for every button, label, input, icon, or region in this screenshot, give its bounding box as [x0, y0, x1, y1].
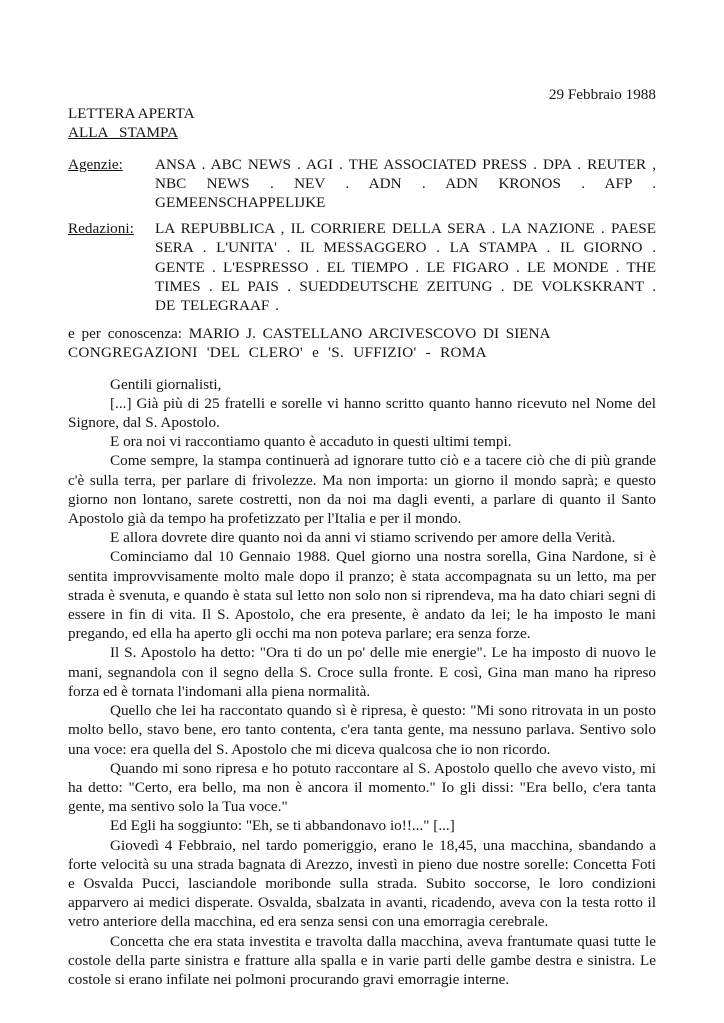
cc-line: CONGREGAZIONI 'DEL CLERO' e 'S. UFFIZIO' - ROMA — [68, 344, 487, 362]
letter-title-underlined-text: ALLA _STAMPA — [68, 124, 179, 142]
cc-block — [68, 324, 656, 362]
body-paragraph: Quando mi sono ripresa e ho potuto raccontare al S. Apostolo quello che avevo visto, mi ha detto: "Certo, era bello, ma non è ancora il momento." Io gli dissi: "Era bello, c'era tanta gente, ma sentivo solo la Tua voce." — [68, 759, 656, 816]
body-paragraph: Cominciamo dal 10 Gennaio 1988. Quel giorno una nostra sorella, Gina Nardone, si è sentita improvvisamente molto male dopo il pranzo; è stata accompagnata su un letto, ma per strada è svenuta, e quando è stata sul letto non solo non si riprendeva, ma ha dato chiari segni di essere in fin di vita. Il S. Apostolo, che era presente, è andato da lei; le ha imposto le mani pregando, ed ella ha aperto gli occhi ma non poteva parlare; era senza forze. — [68, 548, 656, 643]
letter-date: 29 Febbraio 1988 — [548, 86, 656, 103]
letter-title-line1: LETTERA APERTA — [68, 105, 195, 123]
body-paragraph: Quello che lei ha raccontato quando sì è ripresa, è questo: "Mi sono ritrovata in un posto molto bello, stavo bene, ero tanto contenta, c'era tanta gente, ma nessuno parlava. Sentivo solo una voce: era quella del S. Apostolo che mi diceva qualcosa che io non ricordo. — [68, 702, 656, 758]
recipient-label-text: Agenzie: — [68, 155, 123, 173]
body-paragraph: Come sempre, la stampa continuerà ad ignorare tutto ciò e a tacere ciò che di più grande c'è sulla terra, per parlare di frivolezze. Ma non importa: un giorno il mondo saprà; e questo giorno non lontano, sarete costretti, non da noi ma dagli eventi, a parlare di quanto il Santo Apostolo già da tempo ha profetizzato per l'Italia e per il mondo. — [68, 452, 656, 528]
body-paragraph: Giovedì 4 Febbraio, nel tardo pomeriggio, erano le 18,45, una macchina, sbandando a forte velocità su una strada bagnata di Arezzo, investì in pieno due nostre sorelle: Concetta Foti e Osvalda Pucci, lasciandole moribonde sulla strada. Subito soccorse, le loro condizioni apparvero ai medici disperate. Osvalda, sbalzata in avanti, ricadendo, aveva con la testa rotto il vetro anteriore della macchina, ed era senza sensi con una emorragia cerebrale. — [68, 836, 656, 931]
recipient-row-redazioni — [68, 219, 656, 315]
cc-line: e per conoscenza: MARIO J. CASTELLANO ARCIVESCOVO DI SIENA — [68, 325, 551, 343]
letter-body — [68, 375, 656, 990]
recipient-row-agenzie — [68, 155, 656, 213]
recipient-label-text: Redazioni: — [68, 220, 134, 238]
body-paragraph: E ora noi vi raccontiamo quanto è accaduto in questi ultimi tempi. — [110, 433, 512, 451]
recipients-block — [68, 155, 656, 316]
recipient-label-redazioni — [68, 219, 155, 315]
recipient-label-agenzie — [68, 155, 155, 213]
body-paragraph: Ed Egli ha soggiunto: "Eh, se ti abbandonavo io!!..." [...] — [110, 817, 455, 835]
salutation: Gentili giornalisti, — [110, 375, 222, 393]
body-paragraph: [...] Già più di 25 fratelli e sorelle vi hanno scritto quanto hanno ricevuto nel Nome del Signore, dal S. Apostolo. — [68, 394, 656, 432]
recipient-list-agenzie: ANSA . ABC NEWS . AGI . THE ASSOCIATED PRESS . DPA . REUTER , NBC NEWS . NEV . ADN . ADN KRONOS . AFP . GEMEENSCHAPPELIJKE — [155, 155, 656, 212]
body-paragraph: Il S. Apostolo ha detto: "Ora ti do un po' delle mie energie". Le ha imposto di nuovo le mani, segnandola con il segno della S. Croce sulla fronte. E così, Gina man mano ha ripreso forza ed è tornata l'indomani alla piena normalità. — [68, 644, 656, 700]
body-paragraph: E allora dovrete dire quanto noi da anni vi stiamo scrivendo per amore della Verità. — [110, 529, 616, 547]
recipient-list-redazioni: LA REPUBBLICA , IL CORRIERE DELLA SERA . LA NAZIONE . PAESE SERA . L'UNITA' . IL MESSAGGERO . LA STAMPA . IL GIORNO . GENTE . L'ESPRESSO . EL TIEMPO . LE FIGARO . LE MONDE . THE TIMES . EL PAIS . SUEDDEUTSCHE ZEITUNG . DE VOLKSKRANT . DE TELEGRAAF . — [155, 220, 656, 315]
body-paragraph: Concetta che era stata investita e travolta dalla macchina, aveva frantumate quasi tutte le costole della parte sinistra e fratture alla spalla e in varie parti delle gambe destra e sinistra. Le costole si erano infilate nei polmoni procurando gravi emorragie interne. — [68, 932, 656, 988]
letter-content — [68, 85, 656, 989]
letter-title-line2 — [68, 123, 656, 142]
